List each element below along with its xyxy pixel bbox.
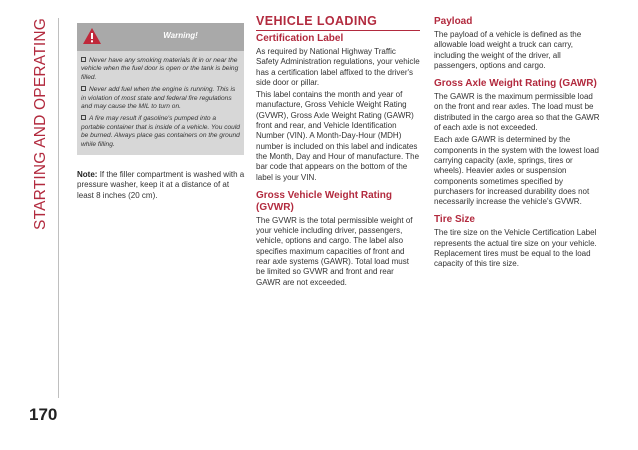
- checkbox-bullet-icon: [81, 115, 86, 120]
- body-paragraph: This label contains the month and year of manufacture, Gross Vehicle Weight Rating (GVWR), Gross Axle Weight Rating (GAWR) front and rear, and Vehicle Identification Number (VIN). A Month-Day-Hour (MDH) number is included on this label and indicates the Month, Day and Hour of manufacture. The bar code that appears on the bottom of the label is your VIN.: [256, 90, 420, 182]
- body-paragraph: The GAWR is the maximum permissible load on the front and rear axles. The load must be distributed in the cargo area so that the GAWR of each axle is not exceeded.: [434, 92, 600, 133]
- page-number: 170: [29, 405, 58, 424]
- body-paragraph: Each axle GAWR is determined by the components in the system with the lowest load carrying capacity (axle, springs, tires or wheels). Heavier axles or suspension components sometimes specified by purchasers for increased durability does not necessarily increase the vehicle's GVWR.: [434, 135, 599, 207]
- body-paragraph: As required by National Highway Traffic Safety Administration regulations, your vehicle has a certification label affixed to the driver's side door or pillar.: [256, 47, 420, 87]
- tire-size-heading: Tire Size: [434, 214, 475, 226]
- column-payload: [434, 14, 602, 270]
- column-vehicle-loading: [256, 14, 420, 288]
- gvwr-heading: Gross Vehicle Weight Rating (GVWR): [256, 189, 392, 213]
- certification-label-heading: Certification Label: [256, 33, 344, 44]
- payload-heading: Payload: [434, 16, 473, 27]
- body-paragraph: The payload of a vehicle is defined as the allowable load weight a truck can carry, including the weight of the driver, all passengers, options and cargo.: [434, 30, 582, 70]
- warning-item: A fire may result if gasoline's pumped into a portable container that is inside of a vehicle. You could be burned. Always place gas containers on the ground while filling.: [81, 115, 240, 148]
- checkbox-bullet-icon: [81, 57, 86, 62]
- warning-title: Warning!: [163, 31, 198, 40]
- warning-body: [77, 51, 244, 149]
- warning-header: [77, 23, 244, 51]
- note-text: If the filler compartment is washed with a pressure washer, keep it at a distance of at least 8 inches (20 cm).: [77, 170, 245, 200]
- body-paragraph: The GVWR is the total permissible weight of your vehicle including driver, passengers, vehicle, options and cargo. The label also specifies maximum capacities of front and rear axle systems (GAWR). Total load must be limited so GVWR and front and rear GAWR are not exceeded.: [256, 215, 413, 287]
- warning-box: [77, 23, 244, 155]
- gawr-heading: Gross Axle Weight Rating (GAWR): [434, 78, 597, 90]
- warning-item: Never add fuel when the engine is running. This is in violation of most state and federal fire regulations and may cause the MIL to turn on.: [81, 86, 236, 111]
- sidebar-divider: [58, 18, 59, 398]
- warning-item: Never have any smoking materials lit in or near the vehicle when the fuel door is open or the tank is being filled.: [81, 57, 239, 81]
- checkbox-bullet-icon: [81, 86, 86, 91]
- section-label-text: STARTING AND OPERATING: [32, 18, 49, 230]
- note-label: Note:: [77, 170, 98, 179]
- main-heading: VEHICLE LOADING: [256, 14, 420, 31]
- section-side-label: [30, 18, 52, 248]
- note-paragraph: [77, 170, 247, 201]
- body-paragraph: The tire size on the Vehicle Certification Label represents the actual tire size on your vehicle. Replacement tires must be equal to the load capacity of this tire size.: [434, 228, 597, 269]
